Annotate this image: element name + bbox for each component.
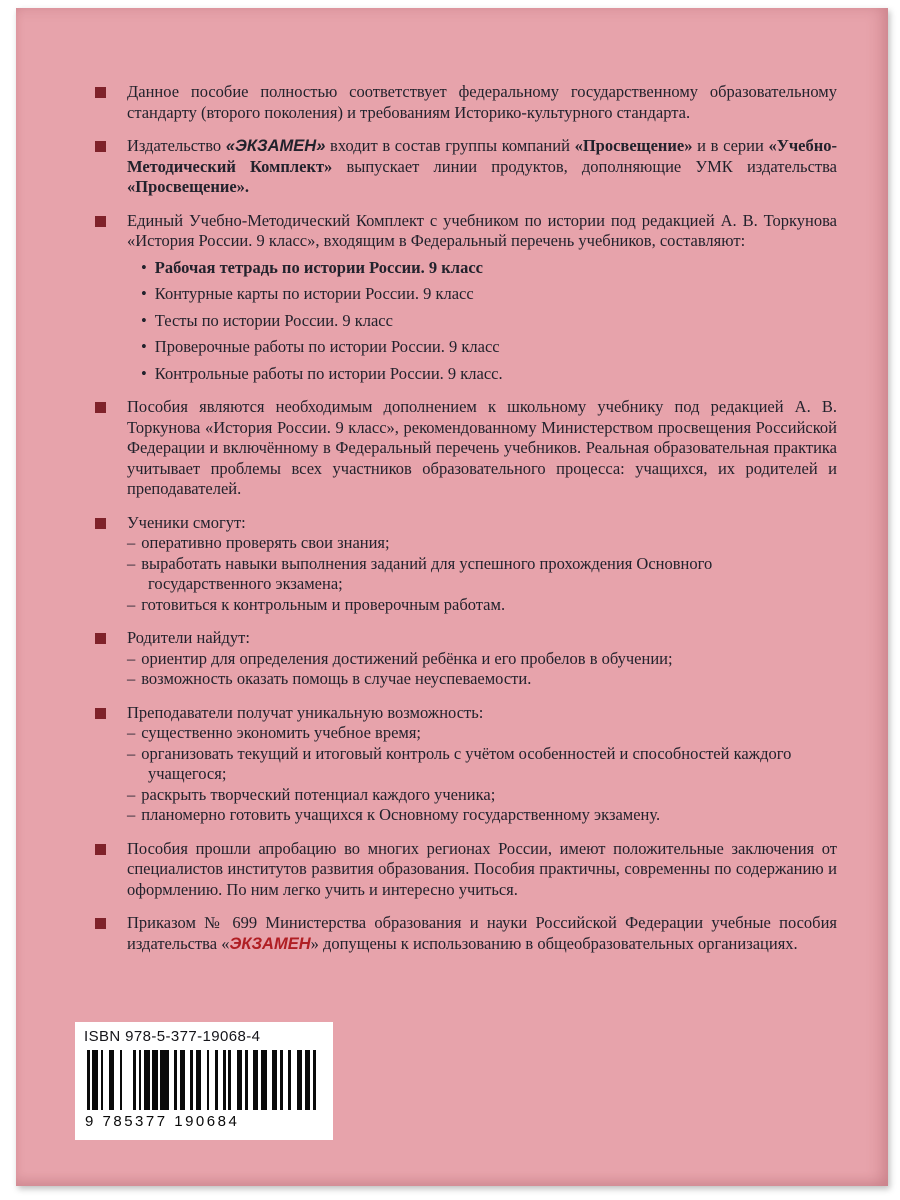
- text-run: готовиться к контрольным и проверочным работам.: [141, 594, 506, 614]
- bullet-block: [95, 82, 837, 123]
- barcode-bar: [180, 1050, 185, 1110]
- square-bullet-icon: [95, 708, 106, 719]
- dash-list-item: [127, 595, 837, 616]
- square-bullet-icon: [95, 216, 106, 227]
- barcode-bar: [207, 1050, 210, 1110]
- block-paragraph: [127, 839, 837, 901]
- barcode-bar: [272, 1050, 277, 1110]
- block-body: [127, 211, 837, 385]
- dash-list-item: [127, 744, 837, 785]
- block-body: [127, 913, 837, 954]
- bullet-block: [95, 136, 837, 198]
- text-run: входит в состав группы компаний: [325, 136, 575, 155]
- dash-icon: –: [127, 648, 136, 668]
- text-run: Контурные карты по истории России. 9 класс: [154, 284, 474, 303]
- barcode-bar: [144, 1050, 149, 1110]
- square-bullet-icon: [95, 402, 106, 413]
- list-item-text: [155, 284, 474, 303]
- block-paragraph: [127, 82, 837, 123]
- list-item-text: [155, 311, 393, 330]
- barcode-bar: [109, 1050, 114, 1110]
- text-run: оперативно проверять свои знания;: [141, 533, 390, 552]
- square-bullet-icon: [95, 918, 106, 929]
- list-item-text: [141, 744, 791, 784]
- barcode-bar: [297, 1050, 302, 1110]
- barcode-bar: [215, 1050, 218, 1110]
- block-paragraph: [127, 628, 837, 649]
- text-run: возможность оказать помощь в случае неуспеваемости.: [141, 669, 532, 688]
- square-bullet-icon: [95, 87, 106, 98]
- book-back-cover: [16, 8, 888, 1186]
- bullet-block: [95, 513, 837, 616]
- list-item-text: [141, 595, 505, 614]
- block-body: [127, 703, 837, 826]
- barcode-bar: [120, 1050, 123, 1110]
- block-paragraph: [127, 136, 837, 198]
- book-list-item: [127, 337, 837, 358]
- barcode-bar: [139, 1050, 142, 1110]
- text-run: и в серии: [692, 136, 769, 155]
- bullet-block: [95, 839, 837, 901]
- content-blocks: [95, 82, 837, 967]
- block-body: [127, 82, 837, 123]
- block-paragraph: [127, 913, 837, 954]
- barcode-bar: [313, 1050, 316, 1110]
- bullet-block: [95, 397, 837, 500]
- book-list-item: [127, 311, 837, 332]
- dot-bullet-icon: •: [141, 363, 147, 383]
- isbn-box: [75, 1022, 333, 1140]
- barcode-bar: [101, 1050, 104, 1110]
- list-item-text: [141, 805, 660, 824]
- dash-list-item: [127, 554, 837, 595]
- dash-list-item: [127, 805, 837, 826]
- barcode-bar: [237, 1050, 242, 1110]
- dash-icon: –: [127, 805, 136, 824]
- text-run: Приказом № 699 Министерства образования и науки Российской Федерации учебные пособия издательства: [127, 913, 837, 953]
- bullet-block: [95, 703, 837, 826]
- bullet-block: [95, 913, 837, 954]
- dash-list-item: [127, 649, 837, 670]
- square-bullet-icon: [95, 633, 106, 644]
- text-run: выпускает линии продуктов, дополняющие УМК издательства: [332, 156, 838, 176]
- block-body: [127, 839, 837, 901]
- block-body: [127, 513, 837, 616]
- text-run: «Учебно-Методический Комплект»: [127, 136, 837, 176]
- text-run: Преподаватели получат уникальную возможность:: [127, 702, 484, 722]
- list-item-text: [141, 723, 421, 742]
- text-run: «Просвещение»: [574, 136, 693, 155]
- text-run: Издательство: [127, 136, 226, 155]
- text-run: ЭКЗАМЕН: [229, 934, 311, 953]
- bullet-block: [95, 628, 837, 690]
- barcode-bar: [92, 1050, 97, 1110]
- block-body: [127, 136, 837, 198]
- block-body: [127, 397, 837, 500]
- text-run: «: [221, 933, 230, 953]
- book-list-item: [127, 258, 837, 279]
- text-run: Родители найдут:: [127, 628, 250, 647]
- text-run: Пособия прошли апробацию во многих регионах России, имеют положительные заключения от специалистов институтов развития образования. Пособия практичны, современны по содержанию и оформлению. По ним легко учить и интересно учиться.: [127, 838, 837, 899]
- barcode-bar: [223, 1050, 226, 1110]
- dash-icon: –: [127, 594, 136, 614]
- text-run: «Просвещение».: [127, 177, 250, 196]
- list-item-text: [155, 258, 483, 277]
- barcode-bar: [196, 1050, 201, 1110]
- list-item-text: [141, 554, 712, 594]
- barcode-bar: [253, 1050, 258, 1110]
- text-run: Данное пособие полностью соответствует федеральному государственному образовательному стандарту (второго поколения) и требованиям Историко-культурного стандарта.: [127, 82, 837, 122]
- dot-bullet-icon: •: [141, 257, 147, 277]
- block-body: [127, 628, 837, 690]
- isbn-label: ISBN 978-5-377-19068-4: [84, 1028, 261, 1045]
- text-run: Контрольные работы по истории России. 9 класс.: [154, 363, 503, 383]
- dash-icon: –: [127, 669, 136, 688]
- list-item-text: [141, 649, 672, 668]
- text-run: Проверочные работы по истории России. 9 класс: [154, 337, 500, 356]
- text-run: организовать текущий и итоговый контроль с учётом особенностей и способностей каждого учащегося;: [141, 743, 792, 783]
- barcode-bar: [288, 1050, 291, 1110]
- square-bullet-icon: [95, 141, 106, 152]
- book-list-item: [127, 364, 837, 385]
- text-run: «ЭКЗАМЕН»: [225, 137, 326, 155]
- square-bullet-icon: [95, 518, 106, 529]
- barcode-bar: [133, 1050, 136, 1110]
- barcode-bar: [280, 1050, 283, 1110]
- dash-icon: –: [127, 723, 136, 742]
- text-run: Единый Учебно-Методический Комплект с учебником по истории под редакцией А. В. Торкунова «История России. 9 класс», входящим в Федеральный перечень учебников, составляют:: [127, 210, 837, 250]
- text-run: существенно экономить учебное время;: [141, 723, 422, 742]
- text-run: выработать навыки выполнения заданий для успешного прохождения Основного государственного экзамена;: [141, 553, 713, 593]
- dash-icon: –: [127, 743, 136, 763]
- list-item-text: [141, 669, 531, 688]
- dash-list-item: [127, 533, 837, 554]
- isbn-digits: 9 785377 190684: [85, 1113, 240, 1130]
- list-item-text: [155, 337, 500, 356]
- text-run: » допущены к использованию в общеобразовательных организациях.: [310, 933, 798, 953]
- bullet-block: [95, 211, 837, 385]
- dash-list-item: [127, 785, 837, 806]
- square-bullet-icon: [95, 844, 106, 855]
- barcode-bar: [174, 1050, 177, 1110]
- barcode-bar: [190, 1050, 193, 1110]
- text-run: Рабочая тетрадь по истории России. 9 класс: [154, 257, 483, 277]
- isbn-barcode-icon: [87, 1050, 321, 1110]
- dot-bullet-icon: •: [141, 310, 147, 330]
- text-run: планомерно готовить учащихся к Основному государственному экзамену.: [141, 805, 661, 824]
- barcode-bar: [152, 1050, 157, 1110]
- dash-icon: –: [127, 553, 136, 573]
- text-run: Пособия являются необходимым дополнением к школьному учебнику под редакцией А. В. Торкунова «История России. 9 класс», рекомендованному Министерством просвещения Российской Федерации и включённому в Федеральный перечень учебников. Реальная образовательная практика учитывает проблемы всех участников образовательного процесса: учащихся, их родителей и преподавателей.: [127, 397, 837, 498]
- text-run: Ученики смогут:: [127, 512, 246, 532]
- dot-bullet-icon: •: [141, 284, 147, 303]
- text-run: ориентир для определения достижений ребёнка и его пробелов в обучении;: [141, 648, 673, 668]
- block-paragraph: [127, 513, 837, 534]
- barcode-bar: [87, 1050, 90, 1110]
- dash-list-item: [127, 669, 837, 690]
- barcode-bar: [228, 1050, 231, 1110]
- barcode-bar: [160, 1050, 168, 1110]
- block-paragraph: [127, 211, 837, 252]
- block-paragraph: [127, 703, 837, 724]
- dash-icon: –: [127, 784, 136, 804]
- dash-list-item: [127, 723, 837, 744]
- book-list-item: [127, 284, 837, 305]
- barcode-bar: [261, 1050, 266, 1110]
- list-item-text: [141, 785, 495, 804]
- text-run: раскрыть творческий потенциал каждого ученика;: [141, 784, 496, 804]
- dot-bullet-icon: •: [141, 337, 147, 356]
- list-item-text: [155, 364, 503, 383]
- block-paragraph: [127, 397, 837, 500]
- barcode-bar: [245, 1050, 248, 1110]
- text-run: Тесты по истории России. 9 класс: [154, 310, 393, 330]
- list-item-text: [141, 533, 389, 552]
- dash-icon: –: [127, 533, 136, 552]
- barcode-bar: [305, 1050, 310, 1110]
